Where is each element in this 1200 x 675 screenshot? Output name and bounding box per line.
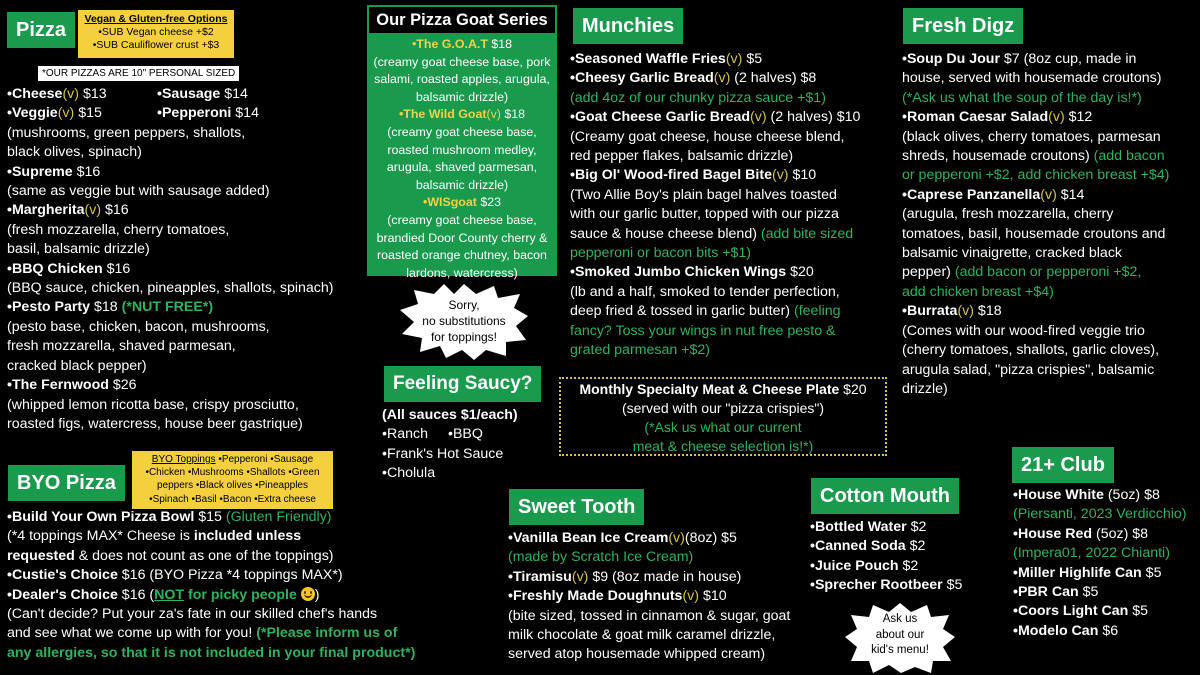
ice-cream-item: •Vanilla Bean Ice Cream(v)(8oz) $5 [508, 530, 737, 546]
supreme-desc: (same as veggie but with sausage added) [7, 183, 270, 200]
caprese-desc: (arugula, fresh mozzarella, cherry [902, 206, 1114, 223]
house-white-desc: (Piersanti, 2023 Verdicchio) [1013, 506, 1187, 523]
kids-line: Ask us [882, 613, 918, 625]
wings-addon: fancy? Toss your wings in nut free pesto & [570, 322, 836, 339]
house-red-desc: (Impera01, 2022 Chianti) [1013, 545, 1170, 562]
sauce-list [382, 406, 552, 484]
byo-toppings-box: BYO Toppings •Pepperoni •Sausage •Chicken •Mushrooms •Shallots •Green peppers •Black olives •Pineapples •Spinach •Basil •Bacon •Extra cheese [132, 451, 333, 509]
club-header: 21+ Club [1012, 447, 1114, 483]
wisgoat-item: •WISgoat $23 [422, 195, 502, 210]
cotton-mouth-list [810, 518, 1000, 596]
sorry-line: no substitutions [422, 314, 506, 328]
doughnuts-desc: (bite sized, tossed in cinnamon & sugar, goat [508, 607, 791, 624]
margherita-item: •Margherita(v) $16 [7, 202, 129, 219]
chicken-wings-item: •Smoked Jumbo Chicken Wings $20 [570, 264, 814, 281]
byo-pizza-header: BYO Pizza [8, 465, 125, 501]
veggie-desc: black olives, spinach) [7, 144, 142, 161]
margherita-desc: (fresh mozzarella, cherry tomatoes, [7, 221, 230, 238]
goat-item: •The G.O.A.T $18 [411, 37, 513, 51]
monthly-desc: (served with our "pizza crispies") [621, 400, 825, 416]
garlic-bread-addon: (add 4oz of our chunky pizza sauce +$1) [570, 89, 826, 106]
smile-emoji-icon [301, 587, 315, 601]
fernwood-item: •The Fernwood $26 [7, 377, 137, 394]
goat-series-header: Our Pizza Goat Series [367, 5, 557, 35]
monthly-ask: (*Ask us what our current [644, 419, 802, 435]
franks-item: •Frank's Hot Sauce [382, 445, 504, 462]
waffle-fries-item: •Seasoned Waffle Fries(v) $5 [570, 51, 763, 67]
veggie-item: •Veggie(v) $15 [7, 105, 102, 122]
burrata-desc: (Comes with our wood-fired veggie trio [902, 322, 1145, 339]
custies-choice-item: •Custie's Choice $16 (BYO Pizza *4 toppings MAX*) [7, 567, 343, 584]
caesar-desc: shreds, housemade croutons) (add bacon [902, 148, 1165, 165]
fernwood-desc: (whipped lemon ricotta base, crispy prosciutto, [7, 396, 299, 413]
caprese-addon: add chicken breast +$4) [902, 283, 1054, 300]
wings-desc: (lb and a half, smoked to tender perfection, [570, 283, 840, 300]
miller-item: •Miller Highlife Can $5 [1013, 564, 1162, 581]
pbr-item: •PBR Can $5 [1013, 584, 1099, 601]
allergy-note: any allergies, so that it is not included in your final product*) [7, 644, 416, 661]
supreme-item: •Supreme $16 [7, 163, 101, 180]
doughnuts-desc: served atop housemade whipped cream) [508, 646, 766, 663]
bbq-sauce-item: •BBQ [448, 426, 483, 443]
caesar-desc: (black olives, cherry tomatoes, parmesan [902, 128, 1161, 145]
caesar-item: •Roman Caesar Salad(v) $12 [902, 109, 1093, 126]
juice-pouch-item: •Juice Pouch $2 [810, 557, 919, 574]
soup-ask: (*Ask us what the soup of the day is!*) [902, 89, 1142, 106]
munchies-header: Munchies [573, 8, 683, 44]
caprese-desc: pepper) (add bacon or pepperoni +$2, [902, 264, 1142, 281]
modelo-item: •Modelo Can $6 [1013, 622, 1119, 639]
monthly-title: Monthly Specialty Meat & Cheese Plate $20 [579, 381, 867, 397]
soup-desc: house, served with housemade croutons) [902, 70, 1162, 87]
feeling-saucy-header: Feeling Saucy? [384, 366, 541, 402]
pesto-party-item: •Pesto Party $18 (*NUT FREE*) [7, 299, 214, 316]
goat-series-list: •The G.O.A.T $18 (creamy goat cheese base, pork salami, roasted apples, arugula, balsamic drizzle) •The Wild Goat(v) $18 (creamy goat cheese base, roasted mushroom medley, arugula, shaved parmesan, balsamic drizzle) •WISgoat $23 (creamy goat cheese base, brandied Door County cherry & roasted orange chutney, bacon lardons, watercress) [367, 36, 557, 282]
monthly-specialty-box [559, 377, 887, 456]
no-substitutions-badge [398, 282, 530, 360]
wings-addon: grated parmesan +$2) [570, 342, 710, 359]
dealer-desc: (Can't decide? Put your za's fate in our skilled chef's hands [7, 606, 378, 623]
soup-item: •Soup Du Jour $7 (8oz cup, made in [902, 51, 1137, 67]
pizza-list [7, 85, 362, 434]
wild-goat-item: •The Wild Goat(v) $18 [398, 107, 526, 122]
house-white-item: •House White (5oz) $8 [1013, 487, 1160, 503]
bottled-water-item: •Bottled Water $2 [810, 519, 927, 535]
sprecher-item: •Sprecher Rootbeer $5 [810, 577, 963, 594]
goat-garlic-bread-item: •Goat Cheese Garlic Bread(v) (2 halves) $10 [570, 109, 861, 126]
bagel-desc: with our garlic butter, topped with our pizza [570, 206, 839, 223]
pizza-bowl-item: •Build Your Own Pizza Bowl $15 (Gluten Friendly) [7, 509, 332, 525]
ice-cream-source: (made by Scratch Ice Cream) [508, 549, 694, 566]
byo-list [7, 508, 437, 663]
vegan-options-box [78, 10, 234, 58]
sausage-item: •Sausage $14 [157, 86, 248, 102]
pesto-desc: (pesto base, chicken, bacon, mushrooms, [7, 318, 270, 335]
veggie-desc: (mushrooms, green peppers, shallots, [7, 124, 246, 141]
sauce-price-note: (All sauces $1/each) [382, 407, 518, 423]
fresh-digz-list [902, 50, 1197, 399]
monthly-ask: meat & cheese selection is!*) [632, 438, 814, 454]
fernwood-desc: roasted figs, watercress, house beer gastrique) [7, 415, 303, 432]
vegan-box-line1: •SUB Vegan cheese +$2 [98, 26, 214, 38]
coors-item: •Coors Light Can $5 [1013, 603, 1149, 620]
cotton-mouth-header: Cotton Mouth [811, 478, 959, 514]
house-red-item: •House Red (5oz) $8 [1013, 525, 1149, 542]
kids-menu-badge [845, 603, 955, 673]
doughnuts-desc: milk chocolate & goat milk caramel drizzle, [508, 627, 776, 644]
munchies-list [570, 50, 895, 361]
goat-series-box [367, 5, 557, 280]
ranch-item: •Ranch [382, 426, 428, 443]
burrata-item: •Burrata(v) $18 [902, 303, 1002, 320]
bagel-desc: sauce & house cheese blend) (add bite sized [570, 225, 854, 242]
caprese-item: •Caprese Panzanella(v) $14 [902, 186, 1085, 203]
cheese-item: •Cheese(v) $13 [7, 86, 107, 102]
bagel-desc: (Two Allie Boy's plain bagel halves toasted [570, 186, 837, 203]
margherita-desc: basil, balsamic drizzle) [7, 241, 150, 258]
bbq-chicken-desc: (BBQ sauce, chicken, pineapples, shallots, spinach) [7, 280, 334, 297]
nut-free-tag: (*NUT FREE*) [121, 299, 214, 316]
byo-toppings-title: BYO Toppings [151, 454, 216, 465]
pepperoni-item: •Pepperoni $14 [157, 105, 259, 122]
kids-line: about our [875, 628, 925, 641]
sorry-line: Sorry, [448, 298, 480, 312]
sweet-tooth-list [508, 529, 808, 665]
size-note: *OUR PIZZAS ARE 10" PERSONAL SIZED [38, 66, 239, 81]
caprese-desc: tomatoes, basil, housemade croutons and [902, 225, 1166, 242]
club-list [1013, 486, 1198, 641]
tiramisu-item: •Tiramisu(v) $9 (8oz made in house) [508, 568, 742, 585]
sweet-tooth-header: Sweet Tooth [509, 489, 644, 525]
bagel-addon: pepperoni or bacon bits +$1) [570, 245, 752, 262]
bowl-note: (*4 toppings MAX* Cheese is included unless [7, 528, 302, 545]
canned-soda-item: •Canned Soda $2 [810, 538, 926, 555]
pizza-header: Pizza [7, 12, 75, 48]
fresh-digz-header: Fresh Digz [903, 8, 1023, 44]
bowl-note: requested & does not count as one of the toppings) [7, 547, 334, 564]
burrata-desc: (cherry tomatoes, shallots, garlic cloves), [902, 342, 1160, 359]
caesar-addon: or pepperoni +$2, add chicken breast +$4) [902, 167, 1170, 184]
caprese-desc: balsamic vinaigrette, cracked black [902, 245, 1123, 262]
doughnuts-item: •Freshly Made Doughnuts(v) $10 [508, 588, 727, 605]
burrata-desc: arugula salad, "pizza crispies", balsamic [902, 361, 1155, 378]
dealers-choice-item: •Dealer's Choice $16 (NOT for picky people ) [7, 586, 320, 603]
cholula-item: •Cholula [382, 465, 436, 482]
bbq-chicken-item: •BBQ Chicken $16 [7, 260, 131, 277]
sorry-line: for toppings! [430, 330, 498, 344]
wings-desc: deep fried & tossed in garlic butter) (feeling [570, 303, 841, 320]
vegan-box-title: Vegan & Gluten-free Options [84, 13, 228, 25]
pesto-desc: fresh mozzarella, shaved parmesan, [7, 338, 236, 355]
goat-bread-desc: (Creamy goat cheese, house cheese blend, [570, 128, 845, 145]
bagel-bite-item: •Big Ol' Wood-fired Bagel Bite(v) $10 [570, 167, 817, 184]
kids-line: kid's menu! [871, 644, 929, 656]
burrata-desc: drizzle) [902, 380, 948, 397]
dealer-desc: and see what we come up with for you! (*Please inform us of [7, 625, 398, 642]
gluten-friendly-tag: (Gluten Friendly) [225, 509, 332, 525]
cheesy-garlic-bread-item: •Cheesy Garlic Bread(v) (2 halves) $8 [570, 70, 817, 87]
vegan-box-line2: •SUB Cauliflower crust +$3 [92, 39, 220, 51]
pesto-desc: cracked black pepper) [7, 357, 147, 374]
goat-bread-desc: red pepper flakes, balsamic drizzle) [570, 148, 794, 165]
